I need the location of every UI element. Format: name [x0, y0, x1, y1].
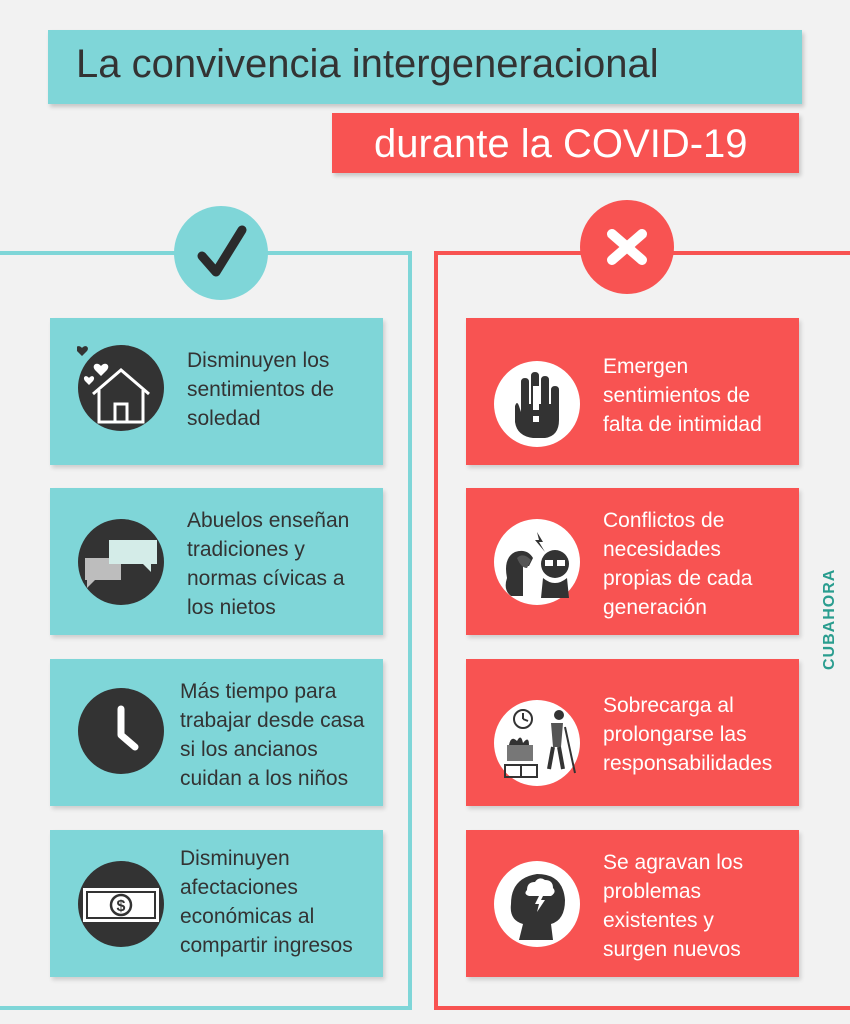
text-line: Se agravan los	[603, 851, 744, 874]
con-card	[466, 318, 799, 465]
text-line: Disminuyen los	[187, 349, 330, 372]
arguing-people-icon	[493, 518, 581, 606]
text-line: surgen nuevos	[603, 938, 741, 961]
cubahora-logo	[818, 568, 840, 672]
text-line: necesidades	[603, 538, 721, 561]
text-line: propias de cada	[603, 567, 753, 590]
con-text	[603, 506, 752, 622]
clock-icon	[77, 687, 165, 775]
text-line: prolongarse las	[603, 723, 747, 746]
house-hearts-icon	[77, 344, 165, 432]
text-line: tradiciones y	[187, 538, 305, 561]
text-line: Emergen	[603, 355, 689, 378]
text-line: soledad	[187, 407, 261, 430]
text-line: responsabilidades	[603, 752, 773, 775]
title-banner	[48, 30, 802, 104]
svg-text:CUBAHORA: CUBAHORA	[821, 568, 838, 670]
pros-badge	[174, 206, 268, 300]
con-text	[603, 848, 743, 964]
text-line: generación	[603, 596, 707, 619]
text-line: normas cívicas a	[187, 567, 345, 590]
text-line: si los ancianos	[180, 738, 318, 761]
text-line: compartir ingresos	[180, 934, 353, 957]
storm-head-icon	[493, 860, 581, 948]
pro-text	[180, 844, 353, 960]
text-line: sentimientos de	[187, 378, 335, 401]
con-text	[603, 352, 762, 439]
text-line: los nietos	[187, 596, 276, 619]
check-icon	[174, 206, 268, 300]
con-text	[603, 691, 772, 778]
text-line: sentimientos de	[603, 384, 751, 407]
text-line: Abuelos enseñan	[187, 509, 350, 532]
text-line: trabajar desde casa	[180, 709, 365, 732]
pro-text	[187, 346, 334, 433]
text-line: problemas	[603, 880, 702, 903]
stop-hand-icon	[493, 360, 581, 448]
chat-bubbles-icon	[77, 518, 165, 606]
text-line: afectaciones	[180, 876, 298, 899]
pro-card	[50, 488, 383, 635]
pro-text	[187, 506, 349, 622]
text-line: cuidan a los niños	[180, 767, 349, 790]
svg-text:$: $	[116, 898, 126, 915]
pro-text	[180, 677, 364, 793]
x-icon	[580, 200, 674, 294]
text-line: económicas al	[180, 905, 315, 928]
text-line: Más tiempo para	[180, 680, 337, 703]
text-line: falta de intimidad	[603, 413, 762, 436]
cons-badge	[580, 200, 674, 294]
text-line: Conflictos de	[603, 509, 725, 532]
page-subtitle: durante la COVID-19	[374, 122, 748, 166]
text-line: Sobrecarga al	[603, 694, 734, 717]
pro-card	[50, 659, 383, 806]
pro-card	[50, 318, 383, 465]
dollar-bill-icon	[77, 860, 165, 948]
text-line: Disminuyen	[180, 847, 290, 870]
subtitle-banner	[332, 113, 799, 173]
con-card	[466, 659, 799, 806]
pro-card	[50, 830, 383, 977]
text-line: existentes y	[603, 909, 714, 932]
con-card	[466, 488, 799, 635]
overworked-person-icon	[493, 699, 581, 787]
page-title: La convivencia intergeneracional	[76, 42, 659, 86]
con-card	[466, 830, 799, 977]
